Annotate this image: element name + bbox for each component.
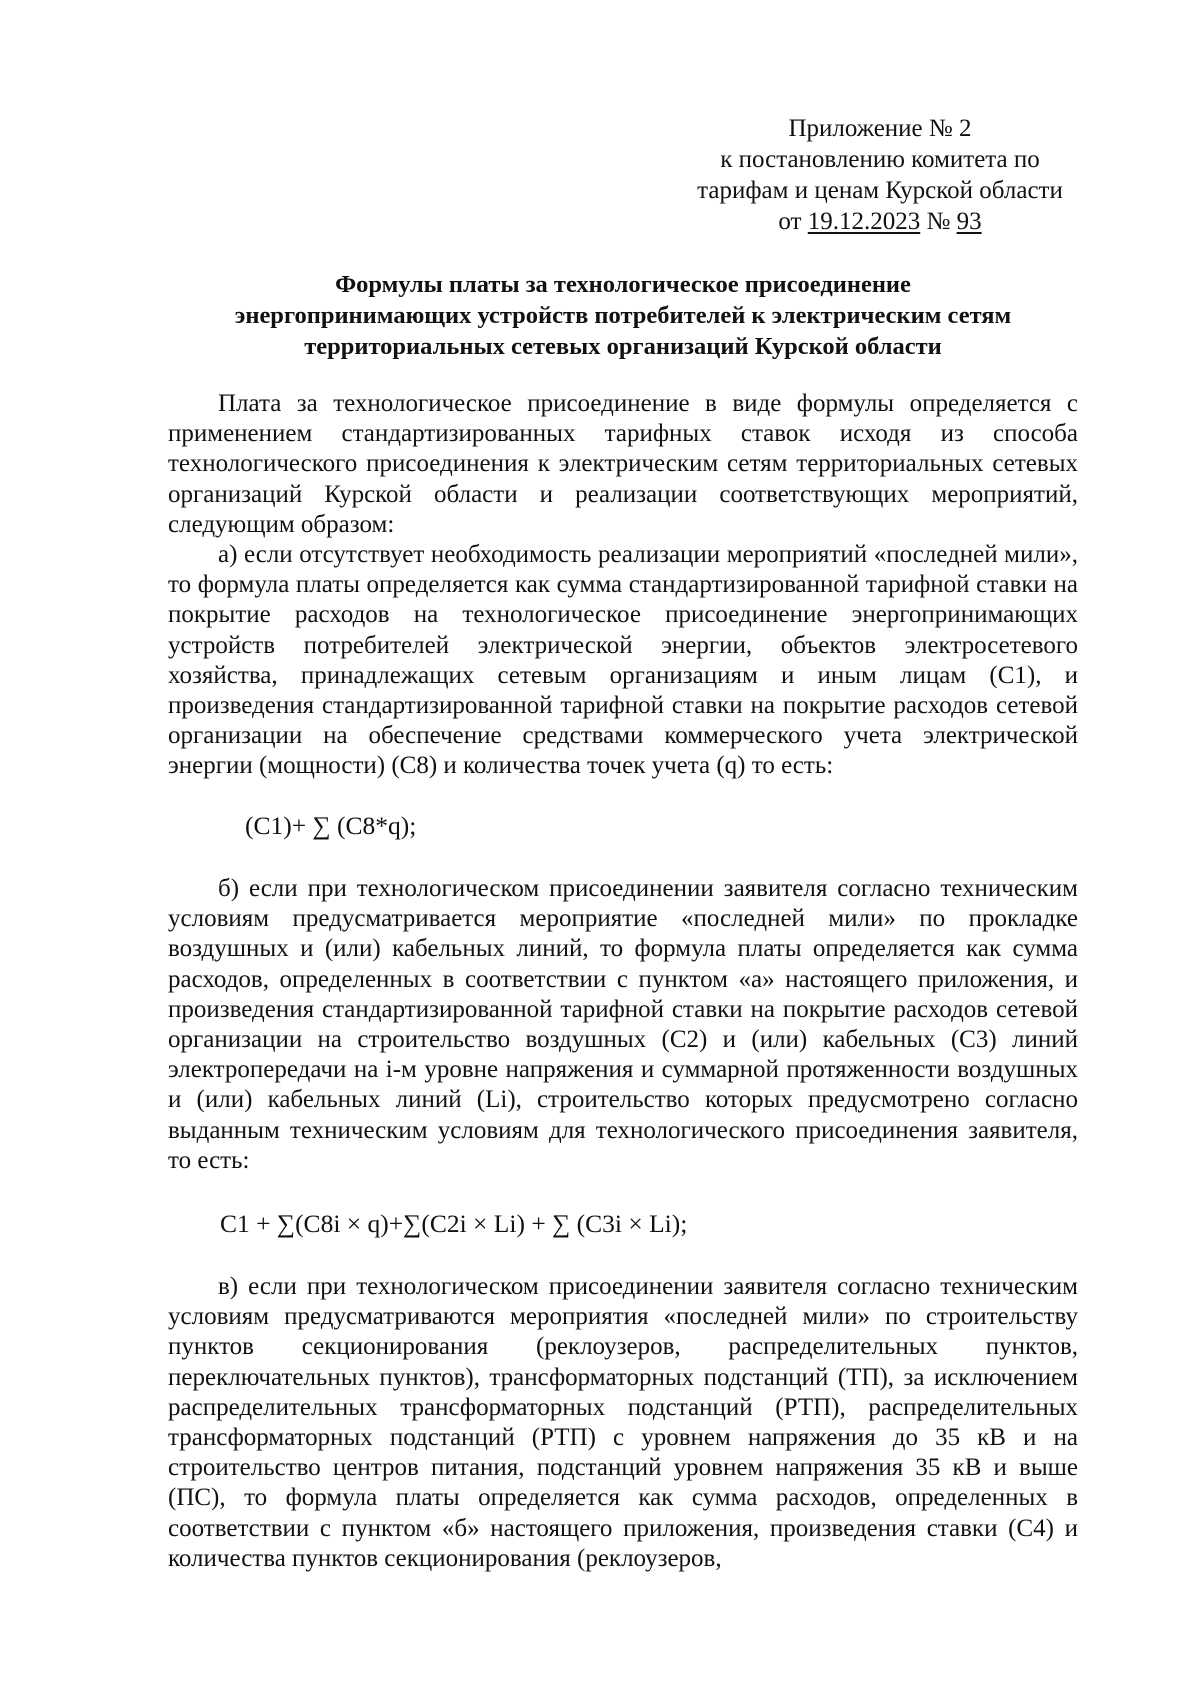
item-b-paragraph: б) если при технологическом присоединении заявителя согласно техническим условиям предусматривается мероприятие «последней мили» по прокладке воздушных и (или) кабельных линий, то формула платы определяется как сумма расходов, определенных в соответствии с пунктом «а» настоящего приложения, и произведения стандартизированной тарифной ставки на покрытие расходов сетевой организации на строительство воздушных (С2) и (или) кабельных (С3) линий электропередачи на i-м уровне напряжения и суммарной протяженности воздушных и (или) кабельных линий (Li), строительство которых предусмотрено согласно выданным техническим условиям для технологического присоединения заявителя, то есть: xyxy=(168,875,1078,1174)
formula-a: (С1)+ ∑ (С8*q); xyxy=(245,811,417,840)
item-a-block xyxy=(168,540,1078,782)
title-line-1: Формулы платы за технологическое присоединение xyxy=(335,271,911,298)
appendix-line-2: к постановлению комитета по xyxy=(720,146,1040,173)
appendix-date: 19.12.2023 xyxy=(807,208,921,235)
intro-paragraph-block xyxy=(168,389,1078,540)
item-v-block xyxy=(168,1272,1078,1574)
appendix-date-prefix: от xyxy=(778,208,808,235)
appendix-line-1: Приложение № 2 xyxy=(788,115,972,142)
title-line-2: энергопринимающих устройств потребителей к электрическим сетям xyxy=(234,302,1012,329)
intro-paragraph: Плата за технологическое присоединение в виде формулы определяется с применением стандартизированных тарифных ставок исходя из способа технологического присоединения к электрическим сетям территориальных сетевых организаций Курской области и реализации соответствующих мероприятий, следующим образом: xyxy=(168,390,1078,538)
appendix-number: 93 xyxy=(956,208,982,235)
formula-b: С1 + ∑(С8i × q)+∑(С2i × Li) + ∑ (С3i × Li); xyxy=(220,1209,688,1238)
item-a-paragraph: а) если отсутствует необходимость реализации мероприятий «последней мили», то формула платы определяется как сумма стандартизированной тарифной ставки на покрытие расходов на технологическое присоединение энергопринимающих устройств потребителей электрической энергии, объектов электросетевого хозяйства, принадлежащих сетевым организациям и иным лицам (С1), и произведения стандартизированной тарифной ставки на покрытие расходов сетевой организации на обеспечение средствами коммерческого учета электрической энергии (мощности) (С8) и количества точек учета (q) то есть: xyxy=(168,541,1078,780)
item-v-paragraph: в) если при технологическом присоединении заявителя согласно техническим условиям предусматриваются мероприятия «последней мили» по строительству пунктов секционирования (реклоузеров, распределительных пунктов, переключательных пунктов), трансформаторных подстанций (ТП), за исключением распределительных трансформаторных подстанций (РТП), распределительных трансформаторных подстанций (РТП) с уровнем напряжения до 35 кВ и на строительство центров питания, подстанций уровнем напряжения 35 кВ и выше (ПС), то формула платы определяется как сумма расходов, определенных в соответствии с пунктом «б» настоящего приложения, произведения ставки (С4) и количества пунктов секционирования (реклоузеров, xyxy=(168,1273,1078,1572)
appendix-date-line xyxy=(660,206,1100,237)
appendix-header xyxy=(660,113,1100,237)
document-title xyxy=(168,269,1078,362)
item-b-block xyxy=(168,874,1078,1176)
appendix-line-3: тарифам и ценам Курской области xyxy=(697,177,1063,204)
title-line-3: территориальных сетевых организаций Курской области xyxy=(304,333,942,360)
appendix-number-prefix: № xyxy=(920,208,957,235)
